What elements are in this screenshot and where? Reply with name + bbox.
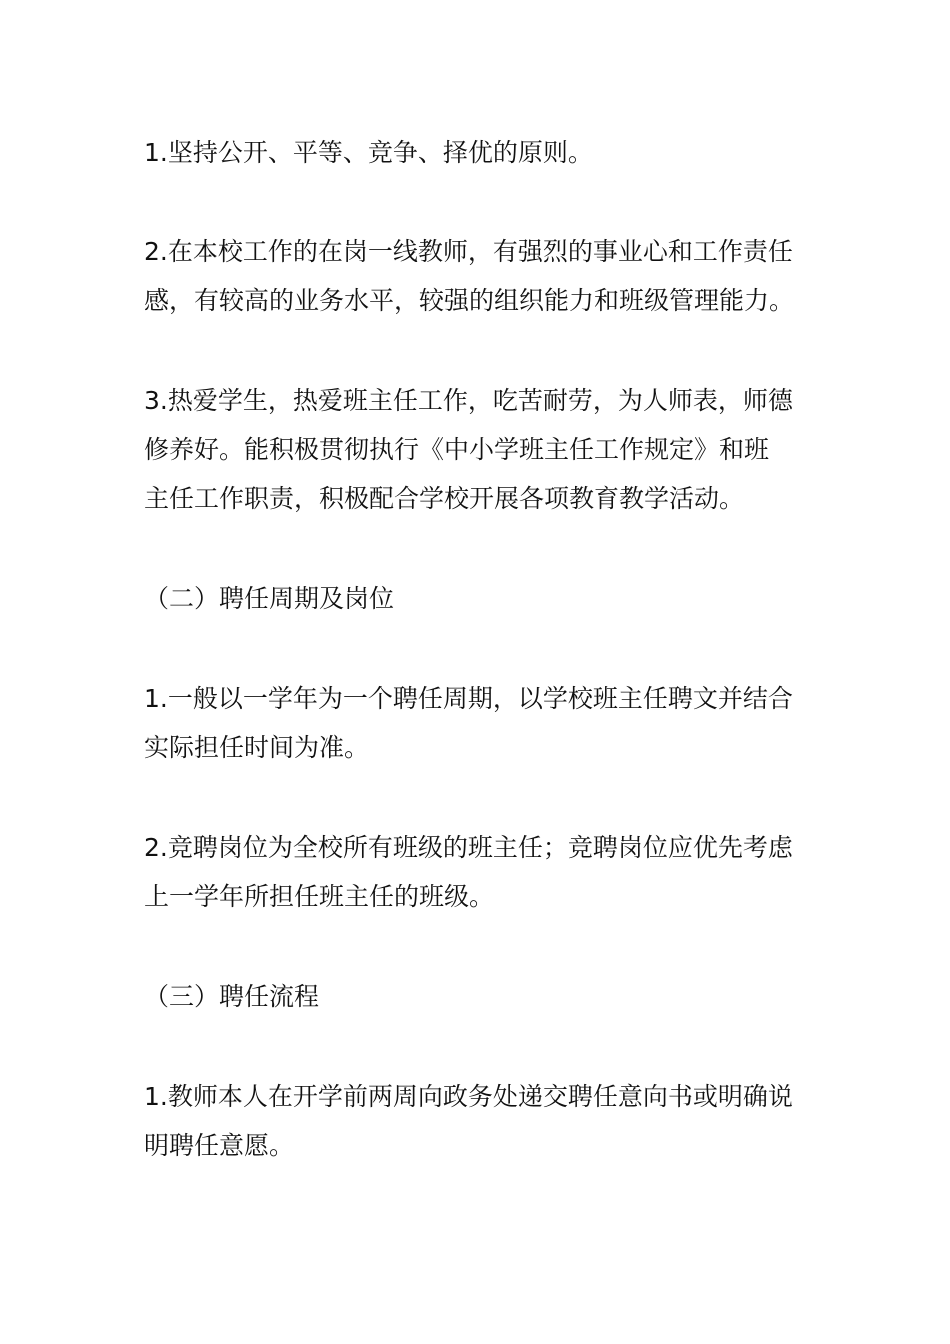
paragraph-line: 明聘任意愿。 [144,1131,295,1160]
paragraph-line: 修养好。能积极贯彻执行《中小学班主任工作规定》和班 [144,435,770,464]
paragraph-line: 感，有较高的业务水平，较强的组织能力和班级管理能力。 [144,286,795,315]
paragraph-process [144,1072,809,1170]
paragraph-line: 实际担任时间为准。 [144,733,370,762]
paragraph-period [144,674,809,772]
paragraph-line: 上一学年所担任班主任的班级。 [144,882,495,911]
paragraph-line: 3.热爱学生，热爱班主任工作，吃苦耐劳，为人师表，师德 [144,386,793,415]
heading-line: （三）聘任流程 [144,982,320,1011]
paragraph-line: 1.一般以一学年为一个聘任周期，以学校班主任聘文并结合 [144,684,793,713]
paragraph-eligibility [144,227,809,325]
paragraph-principle [144,128,809,177]
section-heading-process [144,972,809,1021]
section-heading-period [144,574,809,623]
heading-line: （二）聘任周期及岗位 [144,584,395,613]
paragraph-line: 1.教师本人在开学前两周向政务处递交聘任意向书或明确说 [144,1082,793,1111]
paragraph-line: 1.坚持公开、平等、竞争、择优的原则。 [144,138,593,167]
paragraph-line: 2.竞聘岗位为全校所有班级的班主任；竞聘岗位应优先考虑 [144,833,793,862]
paragraph-positions [144,823,809,921]
paragraph-line: 2.在本校工作的在岗一线教师，有强烈的事业心和工作责任 [144,237,793,266]
paragraph-requirements [144,376,809,523]
paragraph-line: 主任工作职责，积极配合学校开展各项教育教学活动。 [144,484,745,513]
